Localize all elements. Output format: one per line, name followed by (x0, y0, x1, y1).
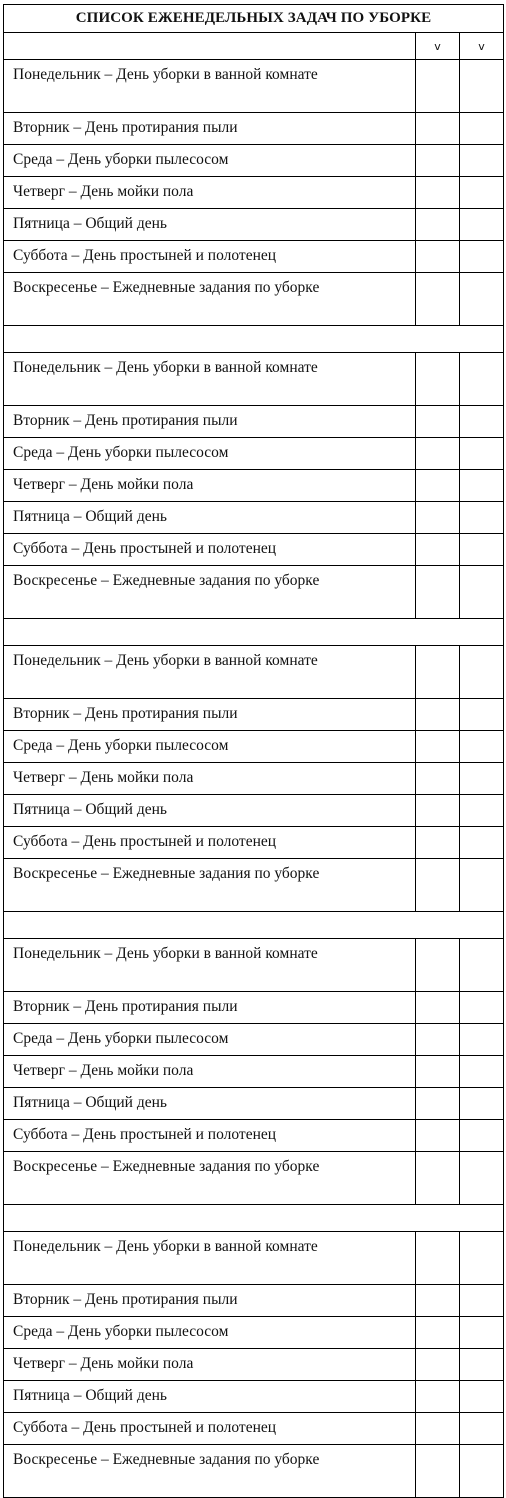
checkbox-cell-2[interactable] (460, 534, 504, 566)
task-label: Вторник – День протирания пыли (4, 992, 416, 1024)
task-label: Четверг – День мойки пола (4, 1349, 416, 1381)
checkbox-cell-1[interactable] (416, 939, 460, 992)
task-label: Среда – День уборки пылесосом (4, 1317, 416, 1349)
task-row (4, 177, 504, 209)
week-separator-row (4, 1205, 504, 1232)
checkbox-cell-2[interactable] (460, 939, 504, 992)
checkbox-cell-2[interactable] (460, 1024, 504, 1056)
task-label: Среда – День уборки пылесосом (4, 438, 416, 470)
checkbox-cell-1[interactable] (416, 827, 460, 859)
task-row (4, 859, 504, 912)
checkbox-cell-2[interactable] (460, 763, 504, 795)
checkbox-cell-1[interactable] (416, 1445, 460, 1498)
checkbox-cell-2[interactable] (460, 859, 504, 912)
checkbox-cell-1[interactable] (416, 1120, 460, 1152)
checkbox-cell-1[interactable] (416, 145, 460, 177)
checkbox-cell-2[interactable] (460, 1445, 504, 1498)
checkbox-cell-1[interactable] (416, 1317, 460, 1349)
week-separator-row (4, 912, 504, 939)
task-row (4, 113, 504, 145)
task-row (4, 1445, 504, 1498)
checkbox-cell-2[interactable] (460, 470, 504, 502)
task-label: Суббота – День простыней и полотенец (4, 534, 416, 566)
checkbox-cell-1[interactable] (416, 992, 460, 1024)
task-label: Пятница – Общий день (4, 795, 416, 827)
checkbox-cell-1[interactable] (416, 209, 460, 241)
task-label: Пятница – Общий день (4, 502, 416, 534)
checkbox-cell-1[interactable] (416, 273, 460, 326)
task-row (4, 209, 504, 241)
task-row (4, 1120, 504, 1152)
task-label: Воскресенье – Ежедневные задания по уборке (4, 273, 416, 326)
checkbox-cell-2[interactable] (460, 438, 504, 470)
task-row (4, 502, 504, 534)
week-separator-row (4, 619, 504, 646)
checkbox-cell-2[interactable] (460, 209, 504, 241)
checkbox-cell-1[interactable] (416, 1152, 460, 1205)
checkbox-cell-2[interactable] (460, 502, 504, 534)
checkbox-cell-2[interactable] (460, 1232, 504, 1285)
week-separator-cell (4, 912, 504, 939)
checkbox-cell-2[interactable] (460, 1120, 504, 1152)
task-row (4, 1152, 504, 1205)
task-row (4, 795, 504, 827)
week-separator-cell (4, 326, 504, 353)
checkbox-cell-2[interactable] (460, 145, 504, 177)
checkbox-cell-1[interactable] (416, 406, 460, 438)
task-row (4, 1056, 504, 1088)
task-label: Понедельник – День уборки в ванной комнате (4, 353, 416, 406)
task-label: Суббота – День простыней и полотенец (4, 1120, 416, 1152)
checkbox-cell-1[interactable] (416, 353, 460, 406)
task-row (4, 1024, 504, 1056)
task-row (4, 241, 504, 273)
task-row (4, 763, 504, 795)
checkbox-cell-1[interactable] (416, 646, 460, 699)
task-label: Вторник – День протирания пыли (4, 406, 416, 438)
task-label: Среда – День уборки пылесосом (4, 1024, 416, 1056)
task-label: Четверг – День мойки пола (4, 470, 416, 502)
checkbox-cell-2[interactable] (460, 827, 504, 859)
header-row (4, 33, 504, 60)
checkbox-cell-2[interactable] (460, 731, 504, 763)
task-row (4, 992, 504, 1024)
check-column-header-2: v (460, 33, 504, 60)
task-label: Понедельник – День уборки в ванной комнате (4, 60, 416, 113)
week-separator-cell (4, 1205, 504, 1232)
task-row (4, 145, 504, 177)
title-row (4, 5, 504, 33)
checkbox-cell-1[interactable] (416, 566, 460, 619)
task-row (4, 438, 504, 470)
checkbox-cell-1[interactable] (416, 113, 460, 145)
checkbox-cell-2[interactable] (460, 177, 504, 209)
checkbox-cell-2[interactable] (460, 699, 504, 731)
checkbox-cell-2[interactable] (460, 992, 504, 1024)
week-separator-cell (4, 619, 504, 646)
checkbox-cell-1[interactable] (416, 60, 460, 113)
checkbox-cell-1[interactable] (416, 502, 460, 534)
checkbox-cell-2[interactable] (460, 646, 504, 699)
task-row (4, 827, 504, 859)
checkbox-cell-1[interactable] (416, 470, 460, 502)
task-row (4, 1285, 504, 1317)
checkbox-cell-1[interactable] (416, 763, 460, 795)
checkbox-cell-2[interactable] (460, 353, 504, 406)
task-row (4, 699, 504, 731)
checkbox-cell-1[interactable] (416, 1381, 460, 1413)
checkbox-cell-2[interactable] (460, 1285, 504, 1317)
task-row (4, 353, 504, 406)
checkbox-cell-2[interactable] (460, 1413, 504, 1445)
checkbox-cell-1[interactable] (416, 438, 460, 470)
task-label: Воскресенье – Ежедневные задания по уборке (4, 859, 416, 912)
checkbox-cell-1[interactable] (416, 795, 460, 827)
cleaning-checklist (3, 4, 503, 1498)
task-row (4, 1381, 504, 1413)
task-label: Понедельник – День уборки в ванной комнате (4, 646, 416, 699)
page-title: СПИСОК ЕЖЕНЕДЕЛЬНЫХ ЗАДАЧ ПО УБОРКЕ (4, 5, 504, 33)
task-label: Суббота – День простыней и полотенец (4, 827, 416, 859)
checkbox-cell-2[interactable] (460, 60, 504, 113)
checkbox-cell-2[interactable] (460, 406, 504, 438)
checkbox-cell-1[interactable] (416, 1285, 460, 1317)
checkbox-cell-2[interactable] (460, 1349, 504, 1381)
checkbox-cell-1[interactable] (416, 177, 460, 209)
checkbox-cell-2[interactable] (460, 1152, 504, 1205)
task-label: Вторник – День протирания пыли (4, 1285, 416, 1317)
checkbox-cell-1[interactable] (416, 1088, 460, 1120)
task-label: Четверг – День мойки пола (4, 1056, 416, 1088)
checkbox-cell-2[interactable] (460, 566, 504, 619)
checkbox-cell-1[interactable] (416, 1413, 460, 1445)
task-row (4, 939, 504, 992)
task-row (4, 1413, 504, 1445)
task-row (4, 60, 504, 113)
task-label: Суббота – День простыней и полотенец (4, 1413, 416, 1445)
checkbox-cell-1[interactable] (416, 1056, 460, 1088)
checkbox-cell-1[interactable] (416, 1232, 460, 1285)
task-row (4, 1317, 504, 1349)
task-row (4, 1232, 504, 1285)
checkbox-cell-1[interactable] (416, 241, 460, 273)
task-label: Воскресенье – Ежедневные задания по уборке (4, 1445, 416, 1498)
task-label: Пятница – Общий день (4, 1088, 416, 1120)
task-row (4, 273, 504, 326)
task-label: Вторник – День протирания пыли (4, 699, 416, 731)
checkbox-cell-1[interactable] (416, 1349, 460, 1381)
task-label: Воскресенье – Ежедневные задания по уборке (4, 566, 416, 619)
checkbox-cell-1[interactable] (416, 731, 460, 763)
header-blank-cell (4, 33, 416, 60)
checkbox-cell-2[interactable] (460, 1381, 504, 1413)
task-row (4, 534, 504, 566)
checkbox-cell-2[interactable] (460, 1317, 504, 1349)
checklist-table (3, 4, 504, 1498)
task-label: Воскресенье – Ежедневные задания по уборке (4, 1152, 416, 1205)
checkbox-cell-1[interactable] (416, 1024, 460, 1056)
task-row (4, 1349, 504, 1381)
task-label: Суббота – День простыней и полотенец (4, 241, 416, 273)
checkbox-cell-1[interactable] (416, 699, 460, 731)
task-label: Понедельник – День уборки в ванной комнате (4, 939, 416, 992)
task-label: Четверг – День мойки пола (4, 177, 416, 209)
task-label: Среда – День уборки пылесосом (4, 145, 416, 177)
task-label: Вторник – День протирания пыли (4, 113, 416, 145)
task-row (4, 646, 504, 699)
checkbox-cell-1[interactable] (416, 859, 460, 912)
checkbox-cell-2[interactable] (460, 1056, 504, 1088)
task-row (4, 566, 504, 619)
checkbox-cell-2[interactable] (460, 273, 504, 326)
task-row (4, 406, 504, 438)
checklist-body (4, 5, 504, 1498)
checkbox-cell-2[interactable] (460, 241, 504, 273)
checkbox-cell-2[interactable] (460, 795, 504, 827)
task-row (4, 1088, 504, 1120)
checkbox-cell-1[interactable] (416, 534, 460, 566)
task-label: Среда – День уборки пылесосом (4, 731, 416, 763)
checkbox-cell-2[interactable] (460, 113, 504, 145)
task-label: Понедельник – День уборки в ванной комнате (4, 1232, 416, 1285)
task-row (4, 731, 504, 763)
week-separator-row (4, 326, 504, 353)
task-label: Пятница – Общий день (4, 1381, 416, 1413)
task-row (4, 470, 504, 502)
check-column-header-1: v (416, 33, 460, 60)
task-label: Пятница – Общий день (4, 209, 416, 241)
checkbox-cell-2[interactable] (460, 1088, 504, 1120)
task-label: Четверг – День мойки пола (4, 763, 416, 795)
